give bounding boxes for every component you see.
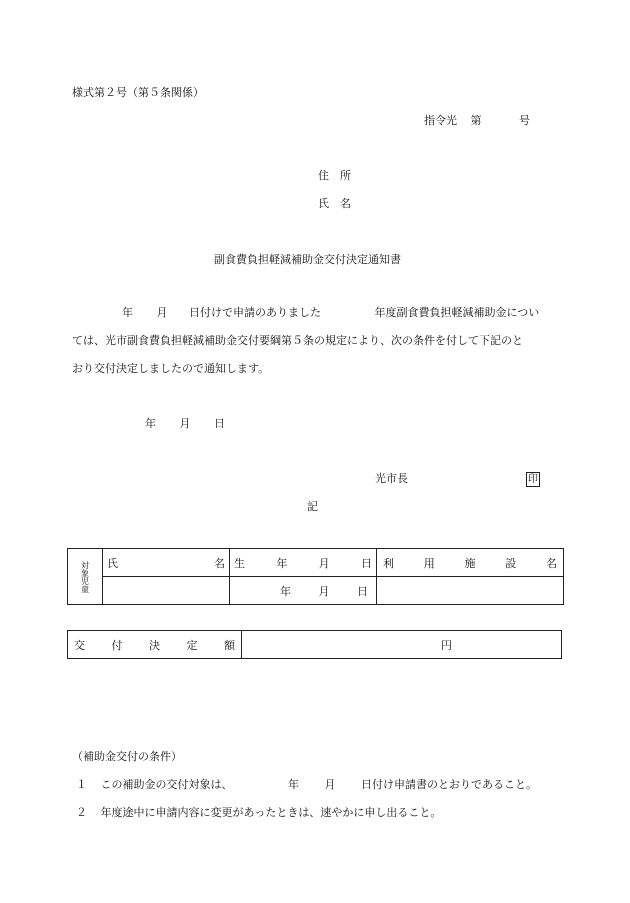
amount-label-2: 決 xyxy=(149,638,160,652)
birth-value-month: 月 xyxy=(318,584,330,598)
ref-prefix: 指令光 xyxy=(424,114,457,127)
birth-value-day: 日 xyxy=(357,584,368,598)
condition-num-1: １ xyxy=(76,778,87,791)
condition-text-1b: 日付け申請書のとおりであること。 xyxy=(361,778,537,791)
body-line-1 xyxy=(122,306,539,320)
facility-header-3: 設 xyxy=(505,556,517,570)
name-value-cell xyxy=(103,577,230,605)
line1-year: 年 xyxy=(122,306,133,319)
condition-text-1a: この補助金の交付対象は、 xyxy=(100,778,233,791)
ref-dai: 第 xyxy=(470,114,482,127)
amount-value-cell xyxy=(242,631,562,659)
condition-month-1: 月 xyxy=(324,778,336,791)
amount-label-3: 定 xyxy=(186,638,198,652)
conditions-heading: （補助金交付の条件） xyxy=(72,750,182,763)
facility-header-1: 用 xyxy=(423,556,435,570)
condition-num-2: ２ xyxy=(76,806,87,819)
facility-header-cell xyxy=(377,549,564,577)
birth-header-1: 年 xyxy=(276,556,288,570)
birth-header-cell xyxy=(230,549,377,577)
birth-header-0: 生 xyxy=(234,556,245,570)
date-year: 年 xyxy=(145,417,156,430)
address-label: 住 所 xyxy=(318,169,351,182)
facility-header-0: 利 xyxy=(383,556,394,570)
reference-number xyxy=(424,114,530,128)
facility-header-4: 名 xyxy=(546,556,557,570)
birth-header-3: 日 xyxy=(360,556,372,570)
amount-label-4: 額 xyxy=(224,638,235,652)
amount-label-0: 交 xyxy=(74,638,85,652)
form-number: 様式第２号（第５条関係） xyxy=(72,86,204,99)
line1-month: 月 xyxy=(156,306,168,319)
condition-year-1: 年 xyxy=(288,778,299,791)
child-side-label: 対象児童 xyxy=(80,560,90,593)
condition-item-2 xyxy=(76,806,441,820)
child-side-label-cell xyxy=(68,549,103,605)
line1-tail: 年度副食費負担軽減補助金につい xyxy=(374,306,540,319)
child-table xyxy=(67,548,564,605)
document-title: 副食費負担軽減補助金交付決定通知書 xyxy=(214,253,401,266)
amount-label-1: 付 xyxy=(111,638,123,652)
facility-header-2: 施 xyxy=(464,556,476,570)
body-line-3: おり交付決定しましたので通知します。 xyxy=(72,362,270,375)
line1-rest: 日付けで申請のありました xyxy=(189,306,321,319)
name-header-cell xyxy=(103,549,230,577)
condition-text-2: 年度途中に申請内容に変更があったときは、速やかに申し出ること。 xyxy=(100,806,442,819)
body-line-2: ては、光市副食費負担軽減補助金交付要綱第５条の規定により、次の条件を付して下記のと xyxy=(72,334,523,347)
name-header-left: 氏 xyxy=(107,556,118,570)
birth-header-2: 月 xyxy=(318,556,330,570)
amount-table xyxy=(67,630,562,659)
seal-mark: 印 xyxy=(528,474,538,485)
name-header-right: 名 xyxy=(214,556,225,570)
amount-unit: 円 xyxy=(441,638,452,652)
facility-value-cell xyxy=(377,577,564,605)
ref-go: 号 xyxy=(519,114,530,127)
issuer xyxy=(375,472,543,486)
issue-date xyxy=(145,417,225,431)
birth-value-year: 年 xyxy=(280,584,291,598)
issuer-name: 光市長 xyxy=(375,472,408,485)
birth-value-cell xyxy=(230,577,377,605)
date-month: 月 xyxy=(179,417,191,430)
condition-item-1 xyxy=(76,778,537,792)
name-label: 氏 名 xyxy=(318,197,351,210)
date-day: 日 xyxy=(214,417,225,430)
amount-label-cell xyxy=(68,631,242,659)
ki-label: 記 xyxy=(307,500,318,513)
